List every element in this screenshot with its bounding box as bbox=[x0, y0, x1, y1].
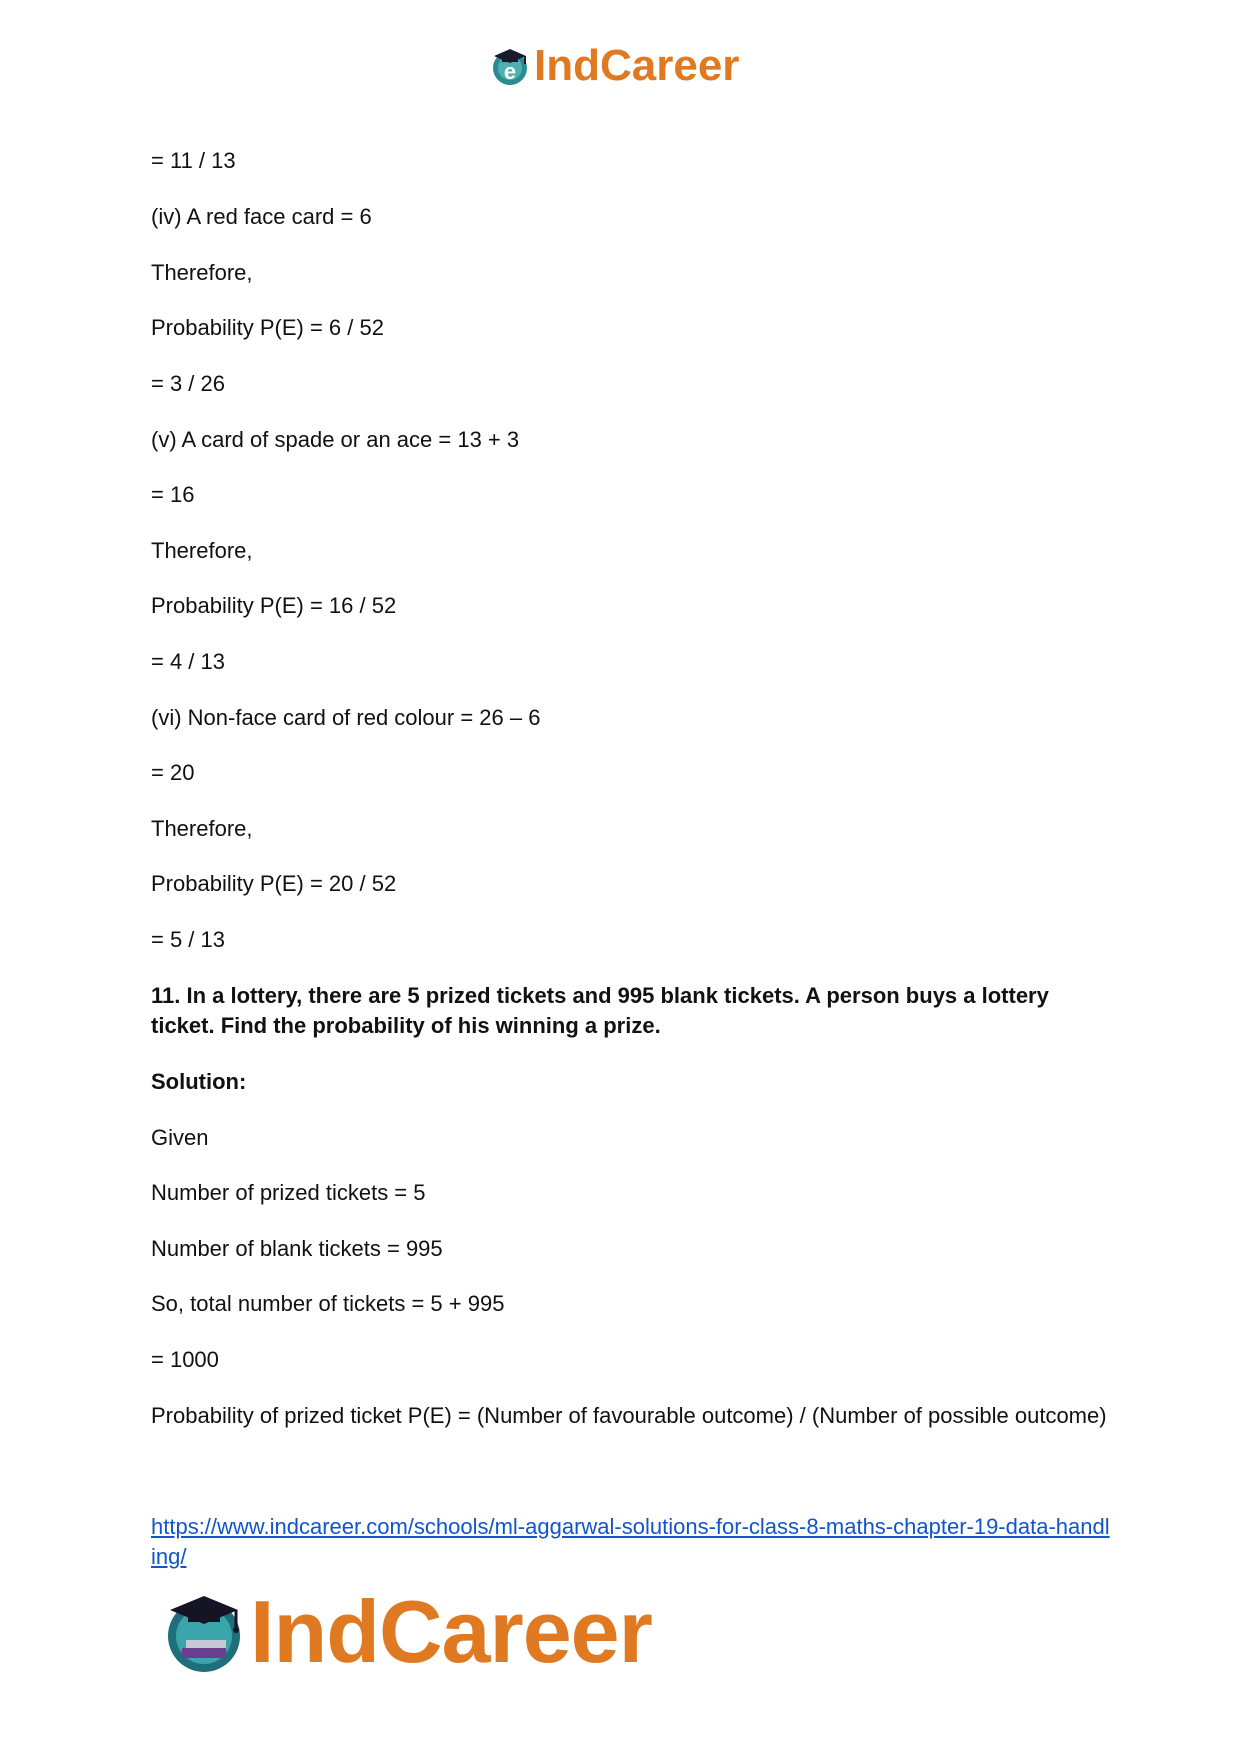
graduation-cap-globe-icon bbox=[160, 1588, 248, 1676]
text-line: Probability P(E) = 16 / 52 bbox=[151, 593, 397, 618]
text-line: = 5 / 13 bbox=[151, 927, 226, 952]
text-line: So, total number of tickets = 5 + 995 bbox=[151, 1291, 505, 1316]
text-line: Probability P(E) = 20 / 52 bbox=[151, 871, 397, 896]
graduation-cap-globe-icon bbox=[488, 44, 532, 88]
text-line: Therefore, bbox=[151, 538, 253, 563]
text-line: Probability P(E) = 6 / 52 bbox=[151, 315, 384, 340]
text-line: = 1000 bbox=[151, 1347, 219, 1372]
text-line: (vi) Non-face card of red colour = 26 – 6 bbox=[151, 705, 541, 730]
text-line: Therefore, bbox=[151, 260, 253, 285]
text-line: Given bbox=[151, 1125, 209, 1150]
text-line: = 16 bbox=[151, 482, 195, 507]
solution-label: Solution: bbox=[151, 1069, 247, 1094]
svg-text:e: e bbox=[503, 59, 517, 84]
text-line: (iv) A red face card = 6 bbox=[151, 204, 372, 229]
probability-formula: Probability of prized ticket P(E) = (Number of favourable outcome) / (Number of possible outcome) bbox=[151, 1403, 1107, 1428]
text-line: = 11 / 13 bbox=[151, 148, 236, 173]
text-line: Number of blank tickets = 995 bbox=[151, 1236, 443, 1261]
footer-logo bbox=[160, 1582, 652, 1682]
text-line: = 3 / 26 bbox=[151, 371, 226, 396]
source-link[interactable]: https://www.indcareer.com/schools/ml-aggarwal-solutions-for-class-8-maths-chapter-19-data-handling/ bbox=[151, 1514, 1110, 1569]
brand-name: IndCareer bbox=[250, 1582, 652, 1681]
header-logo bbox=[488, 40, 739, 92]
text-line: Number of prized tickets = 5 bbox=[151, 1180, 426, 1205]
text-line: = 20 bbox=[151, 760, 195, 785]
question-heading: 11. In a lottery, there are 5 prized tickets and 995 blank tickets. A person buys a lottery ticket. Find the probability of his winning a prize. bbox=[151, 983, 1049, 1038]
brand-name: IndCareer bbox=[534, 41, 740, 90]
text-line: = 4 / 13 bbox=[151, 649, 226, 674]
text-line: (v) A card of spade or an ace = 13 + 3 bbox=[151, 427, 520, 452]
text-line: Therefore, bbox=[151, 816, 253, 841]
